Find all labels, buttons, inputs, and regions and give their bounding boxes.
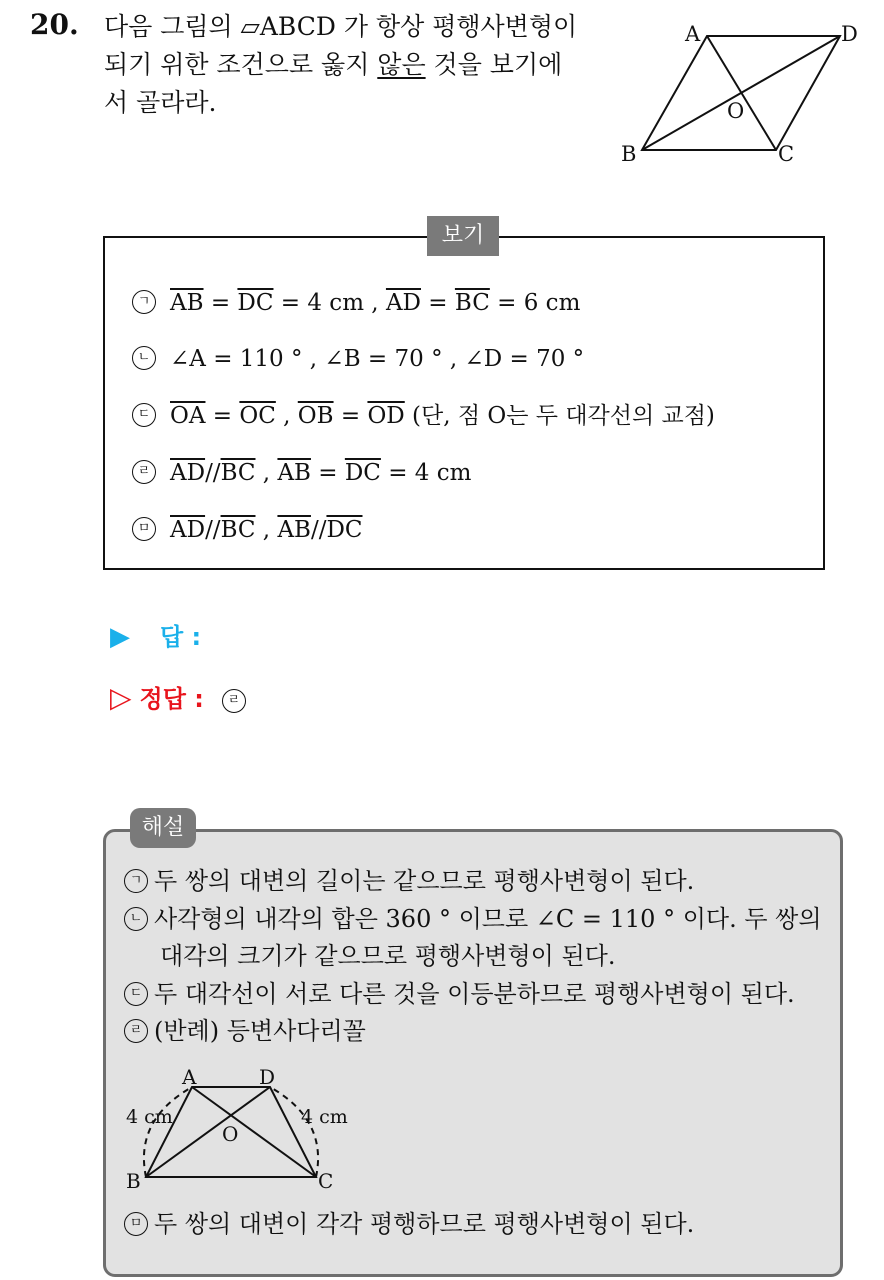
answer-label: 답 : xyxy=(160,623,202,651)
option-1-text-part: = 6 cm xyxy=(489,290,581,316)
segment-bc: $\overline{BC}$ xyxy=(454,290,490,316)
option-5-text-part: // xyxy=(205,517,221,543)
option-2-marker: ㄴ xyxy=(132,346,156,370)
vertex-a-label: A xyxy=(182,1065,197,1089)
vertex-c-label: C xyxy=(778,142,795,166)
correct-arrow-icon: ▷ xyxy=(110,681,132,714)
segment-oc: $\overline{OC}$ xyxy=(239,403,276,429)
option-5 xyxy=(132,514,363,546)
vertex-c-label: C xyxy=(318,1169,334,1193)
option-3-text-part: , xyxy=(275,403,298,429)
explanation-marker: ㄹ xyxy=(124,1019,148,1043)
option-4-text-part: // xyxy=(205,460,221,486)
center-o-label: O xyxy=(222,1122,239,1146)
segment-ad: $\overline{AD}$ xyxy=(385,290,421,316)
underlined-word: 않은 xyxy=(377,50,426,79)
segment-oa: $\overline{OA}$ xyxy=(170,403,206,429)
question-line-2 xyxy=(104,46,594,84)
option-4-text-part: , xyxy=(255,460,278,486)
vertex-b-label: B xyxy=(126,1169,141,1193)
diagonal-bd xyxy=(146,1087,270,1177)
option-3 xyxy=(132,400,715,432)
segment-ad: $\overline{AD}$ xyxy=(170,517,206,543)
question-text xyxy=(104,8,594,122)
option-1-text-part: = xyxy=(203,290,238,316)
question-line-1: 다음 그림의 ▱ABCD 가 항상 평행사변형이 xyxy=(104,12,578,41)
left-length-label: 4 cm xyxy=(126,1106,173,1128)
answer-arrow-icon: ▶ xyxy=(110,622,130,652)
option-5-marker: ㅁ xyxy=(132,517,156,541)
correct-answer-value: ㄹ xyxy=(222,689,246,713)
explanation-text: 두 쌍의 대변의 길이는 같으므로 평행사변형이 된다. xyxy=(154,867,695,895)
option-1-text-part: = 4 cm , xyxy=(273,290,386,316)
explanation-line-3 xyxy=(160,938,615,974)
explanation-marker: ㅁ xyxy=(124,1212,148,1236)
trapezoid-figure xyxy=(118,1060,358,1200)
parallelogram-figure xyxy=(615,18,865,168)
option-2-text: ∠A = 110 ° , ∠B = 70 ° , ∠D = 70 ° xyxy=(170,346,585,372)
option-4-text-part: = 4 cm xyxy=(380,460,472,486)
segment-bc: $\overline{BC}$ xyxy=(220,460,256,486)
explanation-text: 사각형의 내각의 합은 360 ° 이므로 ∠C = 110 ° 이다. 두 쌍의 xyxy=(154,905,822,933)
explanation-line-4 xyxy=(124,976,795,1012)
explanation-text: 두 쌍의 대변이 각각 평행하므로 평행사변형이 된다. xyxy=(154,1210,695,1238)
explanation-marker: ㄴ xyxy=(124,907,148,931)
diagonal-bd xyxy=(642,36,840,150)
option-5-text-part: // xyxy=(310,517,327,543)
option-3-text-part: (단, 점 O는 두 대각선의 교점) xyxy=(404,403,715,429)
segment-dc: $\overline{DC}$ xyxy=(326,517,363,543)
right-length-label: 4 cm xyxy=(301,1106,348,1128)
correct-answer-label: 정답 : xyxy=(139,685,204,713)
segment-ab: $\overline{AB}$ xyxy=(170,290,204,316)
explanation-title: 해설 xyxy=(130,808,196,848)
option-1 xyxy=(132,287,580,319)
segment-od: $\overline{OD}$ xyxy=(367,403,405,429)
option-3-text-part: = xyxy=(333,403,368,429)
explanation-line-5 xyxy=(124,1013,366,1049)
option-4 xyxy=(132,457,471,489)
option-4-marker: ㄹ xyxy=(132,460,156,484)
vertex-d-label: D xyxy=(259,1065,276,1089)
segment-ab: $\overline{AB}$ xyxy=(277,517,311,543)
explanation-line-2 xyxy=(124,901,822,937)
option-3-marker: ㄷ xyxy=(132,403,156,427)
vertex-b-label: B xyxy=(621,142,637,166)
question-line-2-end: 것을 보기에 xyxy=(425,50,563,79)
explanation-text: 두 대각선이 서로 다른 것을 이등분하므로 평행사변형이 된다. xyxy=(154,980,795,1008)
explanation-text: 대각의 크기가 같으므로 평행사변형이 된다. xyxy=(160,942,616,970)
explanation-marker: ㄱ xyxy=(124,869,148,893)
segment-ab: $\overline{AB}$ xyxy=(277,460,311,486)
explanation-line-6 xyxy=(124,1206,694,1242)
explanation-text: (반례) 등변사다리꼴 xyxy=(154,1017,366,1045)
segment-ob: $\overline{OB}$ xyxy=(297,403,334,429)
explanation-line-1 xyxy=(124,863,694,899)
diagonal-ac xyxy=(192,1087,316,1177)
vertex-a-label: A xyxy=(685,22,701,46)
vertex-d-label: D xyxy=(841,22,858,46)
answer-row xyxy=(110,620,201,654)
segment-dc: $\overline{DC}$ xyxy=(237,290,274,316)
option-3-text-part: = xyxy=(205,403,240,429)
option-4-text-part: = xyxy=(310,460,345,486)
question-line-2-start: 되기 위한 조건으로 옳지 xyxy=(104,50,378,79)
option-5-text-part: , xyxy=(255,517,278,543)
segment-dc: $\overline{DC}$ xyxy=(344,460,381,486)
correct-answer-row xyxy=(110,680,260,716)
option-1-text-part: = xyxy=(421,290,455,316)
explanation-marker: ㄷ xyxy=(124,982,148,1006)
center-o-label: O xyxy=(727,99,745,123)
option-2 xyxy=(132,343,584,375)
segment-bc: $\overline{BC}$ xyxy=(220,517,256,543)
option-1-marker: ㄱ xyxy=(132,290,156,314)
options-box-title: 보기 xyxy=(427,216,499,256)
question-number: 20. xyxy=(30,8,79,41)
segment-ad: $\overline{AD}$ xyxy=(170,460,206,486)
question-line-3: 서 골라라. xyxy=(104,88,217,117)
